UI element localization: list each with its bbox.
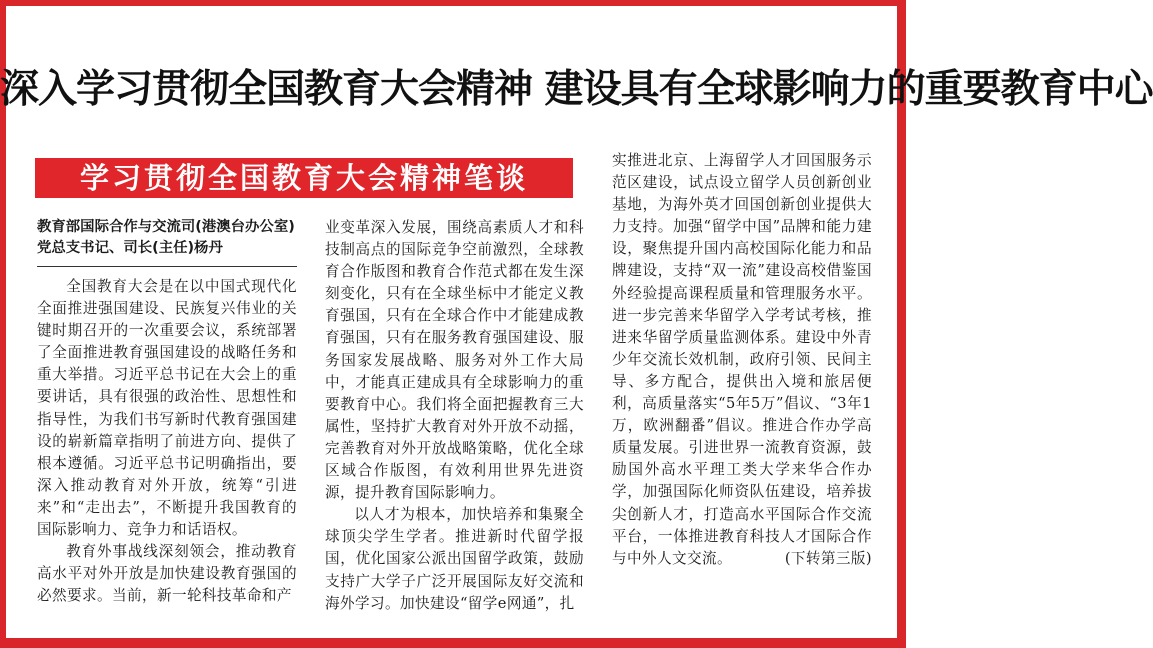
column-banner: 学习贯彻全国教育大会精神笔谈 (35, 158, 573, 198)
article-column-3 (612, 150, 872, 570)
article-paragraph: 全国教育大会是在以中国式现代化全面推进强国建设、民族复兴伟业的关键时期召开的一次重要会议，系统部署了全面推进教育强国建设的战略任务和重大举措。习近平总书记在大会上的重要讲话，具有很强的政治性、思想性和指导性，为我们书写新时代教育强国建设的崭新篇章指明了前进方向、提供了根本遵循。习近平总书记明确指出，要深入推动教育对外开放，统筹“引进来”和“走出去”，不断提升我国教育的国际影响力、竞争力和话语权。 (37, 278, 297, 539)
article-paragraph-continued: 业变革深入发展，围绕高素质人才和科技制高点的国际竞争空前激烈，全球教育合作版图和教育合作范式都在发生深刻变化，只有在全球坐标中才能定义教育强国，只有在全球合作中才能建成教育强国，只有在服务教育强国建设、服务国家发展战略、服务对外工作大局中，才能真正建成具有全球影响力的重要教育中心。我们将全面把握教育三大属性，坚持扩大教育对外开放不动摇，完善教育对外开放战略策略，优化全球区域合作版图，有效利用世界先进资源，提升教育国际影响力。 (325, 219, 584, 502)
article-text-part-2 (325, 217, 584, 615)
article-text-part-1 (37, 276, 297, 607)
article-paragraph-continued: 实推进北京、上海留学人才回国服务示范区建设，试点设立留学人员创新创业基地，为海外英才回国创新创业提供大力支持。加强“留学中国”品牌和能力建设，聚焦提升国内高校国际化能力和品牌建设，支持“双一流”建设高校借鉴国外经验提高课程质量和管理服务水平。进一步完善来华留学入学考试考核，推进来华留学质量监测体系。建设中外青少年交流长效机制，政府引领、民间主导、多方配合，提供出入境和旅居便利，高质量落实“5年5万”倡议、“3年1万，欧洲翻番”倡议。推进合作办学高质量发展。引进世界一流教育资源，鼓励国外高水平理工类大学来华合作办学，加强国际化师资队伍建设，培养拔尖创新人才，打造高水平国际合作交流平台，一体推进教育科技人才国际合作与中外人文交流。 (下转第三版) (612, 150, 872, 570)
article-paragraph: 以人才为根本，加快培养和集聚全球顶尖学生学者。推进新时代留学报国，优化国家公派出国留学政策，鼓励支持广大学子广泛开展国际友好交流和海外学习。加快建设“留学e网通”，扎 (325, 506, 584, 612)
article-paragraph: 教育外事战线深刻领会，推动教育高水平对外开放是加快建设教育强国的必然要求。当前，新一轮科技革命和产 (37, 543, 297, 605)
article-text-part-3 (612, 150, 872, 570)
article-column-1 (37, 217, 297, 607)
author-byline: 教育部国际合作与交流司(港澳台办公室)党总支书记、司长(主任)杨丹 (37, 219, 295, 256)
continuation-note: (下转第三版) (784, 549, 872, 567)
article-column-2 (325, 217, 584, 615)
byline-divider (37, 266, 297, 267)
page-headline: 深入学习贯彻全国教育大会精神 建设具有全球影响力的重要教育中心 (0, 67, 1153, 112)
